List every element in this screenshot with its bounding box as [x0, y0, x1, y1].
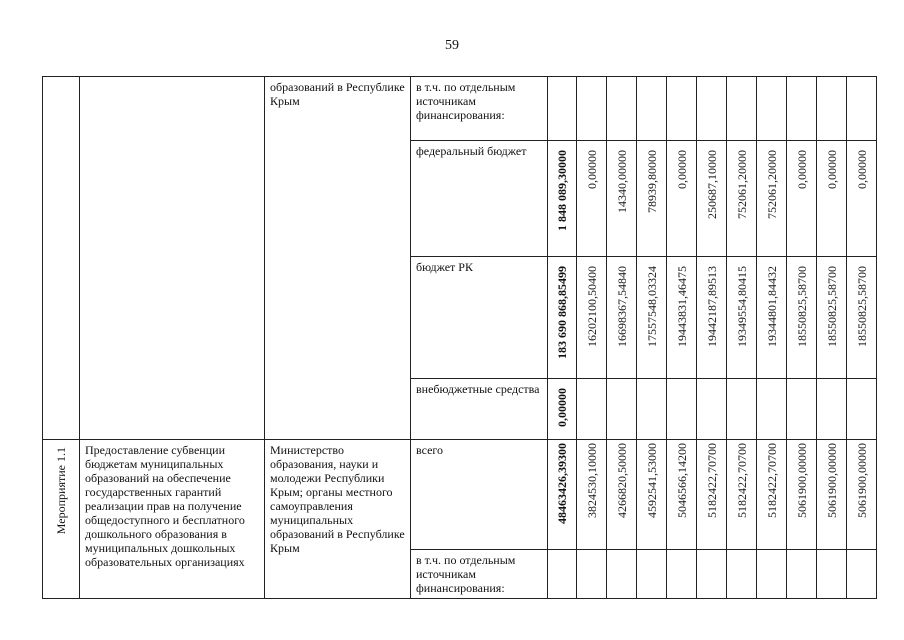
total-amount-cell [548, 440, 577, 550]
total-amount-cell [548, 77, 577, 141]
year-amount-cell-text: 250687,10000 [704, 150, 719, 219]
funding-source-cell: в т.ч. по отдельным источникам финансирования: [411, 550, 548, 599]
year-amount-cell [727, 440, 757, 550]
year-amount-cell-text: 5061900,00000 [794, 443, 809, 518]
year-amount-cell [757, 550, 787, 599]
year-amount-cell [847, 257, 877, 379]
total-amount-cell-text: 0,00000 [555, 388, 569, 427]
year-amount-cell [607, 141, 637, 257]
year-amount-cell-text: 14340,00000 [614, 150, 629, 213]
year-amount-cell-text: 4266820,50000 [614, 443, 629, 518]
year-amount-cell-text: 5061900,00000 [854, 443, 869, 518]
year-amount-cell [697, 440, 727, 550]
year-amount-cell [817, 440, 847, 550]
year-amount-cell-text: 18550825,58700 [794, 266, 809, 347]
funding-source-cell: бюджет РК [411, 257, 548, 379]
year-amount-cell-text: 0,00000 [854, 150, 869, 189]
year-amount-cell [667, 141, 697, 257]
description-cell: Предоставление субвенции бюджетам муниципальных образований на обеспечение государственных гарантий реализации прав на получение общедоступного и бесплатного дошкольного образования в муниципальных дошкольных образовательных организациях [80, 440, 265, 599]
table-row [43, 77, 877, 141]
year-amount-cell [667, 257, 697, 379]
description-cell [80, 77, 265, 440]
page-number: 59 [445, 38, 459, 53]
year-amount-cell-text: 19443831,46475 [674, 266, 689, 347]
year-amount-cell [577, 550, 607, 599]
funding-source-cell: федеральный бюджет [411, 141, 548, 257]
year-amount-cell [637, 440, 667, 550]
year-amount-cell [697, 550, 727, 599]
year-amount-cell [697, 77, 727, 141]
year-amount-cell [697, 257, 727, 379]
year-amount-cell-text: 752061,20000 [734, 150, 749, 219]
year-amount-cell [757, 257, 787, 379]
year-amount-cell [787, 77, 817, 141]
year-amount-cell [637, 141, 667, 257]
year-amount-cell [577, 379, 607, 440]
executor-cell: образований в Республике Крым [265, 77, 411, 440]
year-amount-cell [817, 77, 847, 141]
year-amount-cell [757, 440, 787, 550]
year-amount-cell-text: 5182422,70700 [764, 443, 779, 518]
year-amount-cell [847, 440, 877, 550]
total-amount-cell [548, 141, 577, 257]
year-amount-cell-text: 18550825,58700 [824, 266, 839, 347]
year-amount-cell-text: 17557548,03324 [644, 266, 659, 347]
year-amount-cell [667, 440, 697, 550]
year-amount-cell [787, 141, 817, 257]
year-amount-cell [577, 141, 607, 257]
year-amount-cell [577, 257, 607, 379]
year-amount-cell [667, 550, 697, 599]
year-amount-cell [727, 141, 757, 257]
measure-label-cell [43, 440, 80, 599]
year-amount-cell [847, 379, 877, 440]
year-amount-cell-text: 19349554,80415 [734, 266, 749, 347]
year-amount-cell [607, 77, 637, 141]
year-amount-cell [667, 77, 697, 141]
year-amount-cell [817, 257, 847, 379]
table-row [43, 440, 877, 550]
year-amount-cell [637, 77, 667, 141]
year-amount-cell [637, 379, 667, 440]
year-amount-cell-text: 752061,20000 [764, 150, 779, 219]
year-amount-cell-text: 78939,80000 [644, 150, 659, 213]
year-amount-cell [577, 77, 607, 141]
year-amount-cell [667, 379, 697, 440]
year-amount-cell [697, 379, 727, 440]
measure-label-cell [43, 77, 80, 440]
total-amount-cell-text: 1 848 089,30000 [555, 150, 569, 231]
total-amount-cell [548, 257, 577, 379]
year-amount-cell [607, 550, 637, 599]
funding-source-cell: всего [411, 440, 548, 550]
year-amount-cell-text: 19442187,89513 [704, 266, 719, 347]
year-amount-cell [847, 77, 877, 141]
year-amount-cell [817, 379, 847, 440]
year-amount-cell [787, 550, 817, 599]
year-amount-cell [727, 77, 757, 141]
year-amount-cell-text: 4592541,53000 [644, 443, 659, 518]
year-amount-cell-text: 16698367,54840 [614, 266, 629, 347]
year-amount-cell [577, 440, 607, 550]
year-amount-cell-text: 0,00000 [824, 150, 839, 189]
year-amount-cell [847, 141, 877, 257]
year-amount-cell-text: 5061900,00000 [824, 443, 839, 518]
year-amount-cell [757, 379, 787, 440]
year-amount-cell-text: 16202100,50400 [584, 266, 599, 347]
year-amount-cell [727, 257, 757, 379]
year-amount-cell [847, 550, 877, 599]
year-amount-cell-text: 3824530,10000 [584, 443, 599, 518]
year-amount-cell-text: 5046566,14200 [674, 443, 689, 518]
year-amount-cell [637, 550, 667, 599]
year-amount-cell-text: 18550825,58700 [854, 266, 869, 347]
year-amount-cell [727, 379, 757, 440]
year-amount-cell-text: 5182422,70700 [704, 443, 719, 518]
year-amount-cell [817, 141, 847, 257]
total-amount-cell-text: 48463426,39300 [555, 443, 569, 524]
year-amount-cell [787, 257, 817, 379]
total-amount-cell-text: 183 690 868,85499 [555, 266, 569, 359]
funding-source-cell: в т.ч. по отдельным источникам финансирования: [411, 77, 548, 141]
measure-label-cell-text: Мероприятие 1.1 [54, 447, 68, 535]
executor-cell: Министерство образования, науки и молодежи Республики Крым; органы местного самоуправления муниципальных образований в Республике Крым [265, 440, 411, 599]
year-amount-cell [787, 440, 817, 550]
budget-table [42, 76, 877, 599]
year-amount-cell-text: 19344801,84432 [764, 266, 779, 347]
funding-source-cell: внебюджетные средства [411, 379, 548, 440]
year-amount-cell [817, 550, 847, 599]
year-amount-cell [727, 550, 757, 599]
total-amount-cell [548, 550, 577, 599]
year-amount-cell-text: 0,00000 [794, 150, 809, 189]
total-amount-cell [548, 379, 577, 440]
year-amount-cell-text: 0,00000 [584, 150, 599, 189]
year-amount-cell [607, 257, 637, 379]
year-amount-cell [637, 257, 667, 379]
year-amount-cell [757, 141, 787, 257]
year-amount-cell [787, 379, 817, 440]
year-amount-cell-text: 0,00000 [674, 150, 689, 189]
year-amount-cell-text: 5182422,70700 [734, 443, 749, 518]
year-amount-cell [607, 440, 637, 550]
year-amount-cell [757, 77, 787, 141]
year-amount-cell [697, 141, 727, 257]
year-amount-cell [607, 379, 637, 440]
